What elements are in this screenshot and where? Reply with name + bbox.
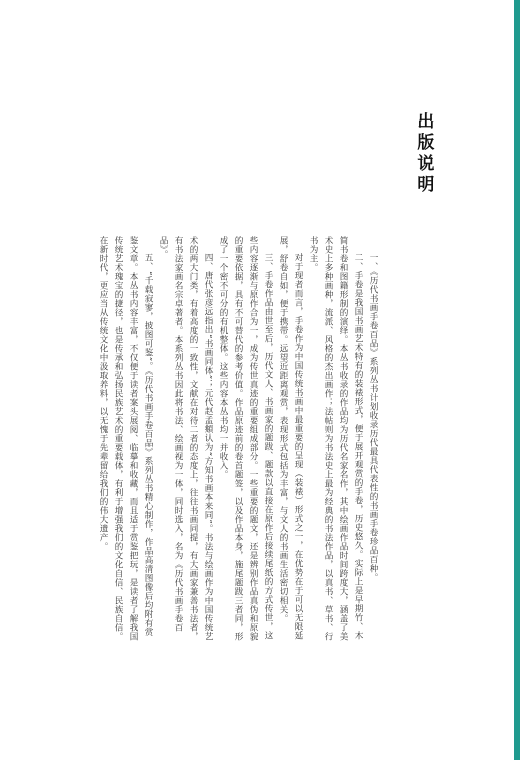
body-text <box>98 236 380 642</box>
paragraph-6: 五、“千载寂寥，披图可鉴”。《历代书画手卷百品》系列丛书精心制作，作品高清图像后均附有赏鉴文章。本丛书内容丰富，不仅便于读者案头展阅、临摹和收藏，而且适于赏鉴把玩，是读者了解我国传统艺术瑰宝的捷径，也是传承和弘扬民族艺术的重要载体，有利于增强我们的文化自信、民族自信。在新时代，更应当从传统文化中汲取养料，以无愧于先辈留给我们的伟大遗产。 <box>98 236 153 641</box>
paragraph-3: 对于现者而言，手卷作为中国传统书画中最重要的呈现（装裱）形式之一，在优势在于可以无限延展，舒卷自如，便于携带。远望近距离观赏，表现形式包括为丰富，与文人的书画生活密切相关。 <box>278 236 303 641</box>
paragraph-2: 二、手卷是我国书画艺术特有的装裱形式，便于展开观赏的手卷，历史悠久。实际上是早期竹、木简书卷和图籍形制的演绎。本丛书收录的作品均为历代名家名作，其中绘画作品时间跨度大，涵盖了美术史上多种画种，流派、风格的杰出画作；法帖则为书法史上最为经典的书法作品，以真书、草书、行书为主。 <box>308 236 363 641</box>
page-title: 出版说明 <box>413 112 434 196</box>
paragraph-1: 一、《历代书画手卷百品》系列丛书计划收录历代最具代表性的书画手卷珍品百种。 <box>368 253 378 582</box>
paragraph-4: 三、手卷作品由世至后，历代文人、书画家的题跋、题款以直接在原作后接续尾纸的方式传世，这些内容逐渐与原作合为一，成为传世真迹的重要组成部分。一些重要的题文，还是辨别作品真伪和原貌的重要依据，具有不可替代的参考价值。作品原迹前的卷首题签，以及作品本身，施尾题跋三者同，形成了一个密不可分的有机整体。这些内容本丛书均一并收入。 <box>218 236 273 641</box>
page-edge-band <box>514 0 520 760</box>
paragraph-5: 四、唐代张彦远指出“书画同体”；元代赵孟頫认为“方知书画本来同”。书法与绘画作为中国传统艺术的两大门类，有着高度的一致性，文献在对待二者的态度上，往往书画同提，有大画家兼善书法者，有书法家画名宗卓著者。本系列丛书因此将书法、绘画视为一体，同时选入，名为《历代书画手卷百品》。 <box>158 236 213 642</box>
